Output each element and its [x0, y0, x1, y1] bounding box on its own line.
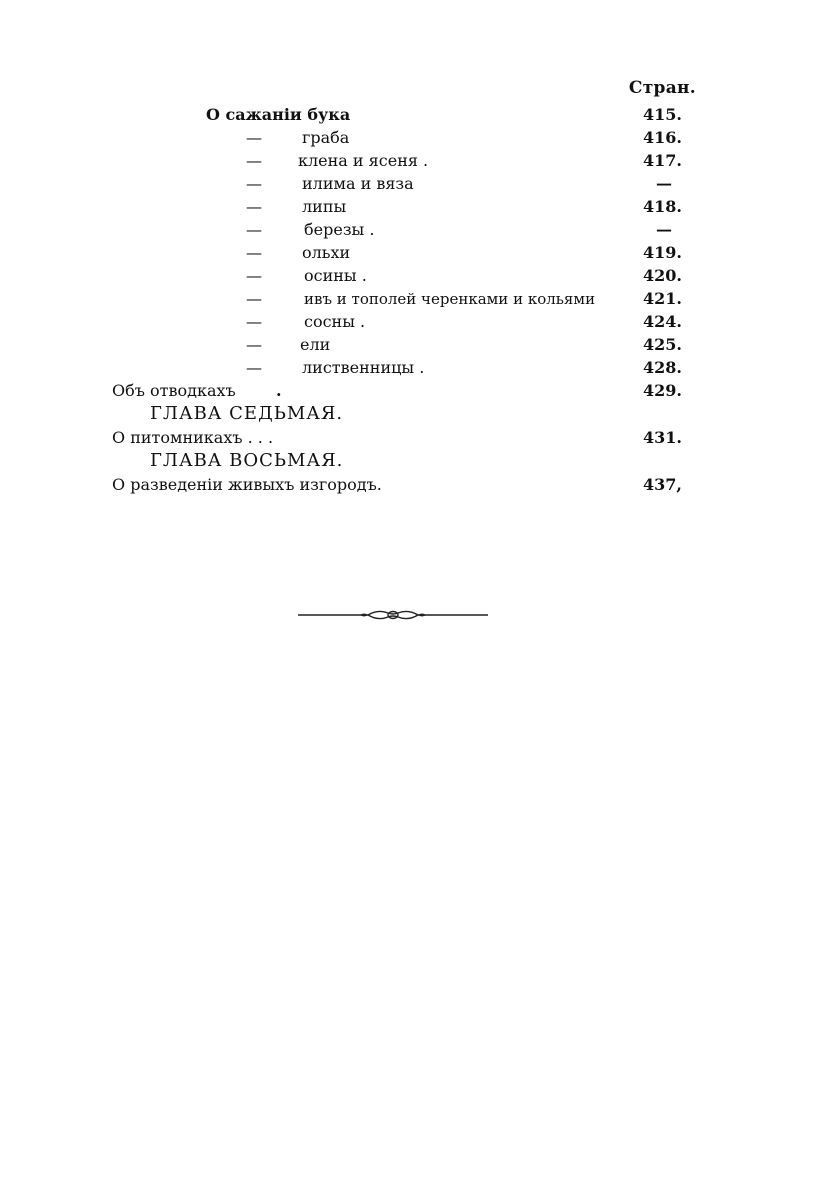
toc-entry	[246, 242, 682, 264]
toc-entry	[112, 380, 682, 402]
toc-entry-title: осины .	[304, 266, 367, 285]
toc-entry-title: граба	[302, 128, 350, 147]
toc-entry-page: 428.	[643, 358, 682, 377]
toc-entry-page: 418.	[643, 197, 682, 216]
toc-entry	[112, 427, 682, 449]
toc-entry-title: О сажанiи бука	[206, 105, 351, 124]
chapter-heading-seventh: ГЛАВА СЕДЬМАЯ.	[150, 403, 344, 424]
toc-entry-title: сосны .	[304, 312, 366, 331]
toc-entry-title: лиственницы .	[302, 358, 425, 377]
toc-entry-title: Объ отводкахъ	[112, 381, 236, 400]
toc-entry	[246, 311, 682, 333]
toc-entry-dash: —	[246, 358, 262, 377]
toc-entry-title: ольхи	[302, 243, 351, 262]
toc-entry	[206, 104, 682, 126]
toc-entry-dash: —	[246, 335, 262, 354]
toc-entry	[112, 474, 682, 496]
toc-entry-title: ивъ и тополей черенками и кольями	[304, 290, 596, 308]
toc-entry	[246, 219, 672, 241]
toc-entry-title: О питомникахъ . . .	[112, 428, 274, 447]
toc-entry-page: 420.	[643, 266, 682, 285]
toc-entry-title: О разведенiи живыхъ изгородъ.	[112, 475, 382, 494]
toc-entry-page: 415.	[643, 105, 682, 124]
toc-entry-page: 417.	[643, 151, 682, 170]
toc-entry-page: —	[656, 174, 672, 193]
toc-entry	[246, 127, 682, 149]
toc-entry-page: 416.	[643, 128, 682, 147]
toc-entry	[246, 288, 682, 310]
toc-entry	[246, 334, 682, 356]
toc-entry-title: липы	[302, 197, 347, 216]
toc-entry-dash: —	[246, 197, 262, 216]
page-column-header: Стран.	[628, 78, 696, 98]
toc-entry-title: клена и ясеня .	[298, 151, 429, 170]
toc-entry-dash: —	[246, 243, 262, 262]
toc-entry-page: 429.	[643, 381, 682, 400]
toc-entry	[246, 150, 682, 172]
toc-entry-page: 425.	[643, 335, 682, 354]
ornamental-divider-icon	[298, 604, 488, 626]
toc-entry-title: илима и вяза	[302, 174, 414, 193]
toc-entry-dash: —	[246, 174, 262, 193]
toc-entry	[246, 173, 672, 195]
chapter-heading-eighth: ГЛАВА ВОСЬМАЯ.	[150, 450, 344, 471]
toc-entry	[246, 265, 682, 287]
toc-entry-dash: —	[246, 128, 262, 147]
toc-entry-dash: —	[246, 266, 262, 285]
toc-entry-title: ели	[300, 335, 331, 354]
toc-entry-dash: —	[246, 220, 262, 239]
toc-entry	[246, 357, 682, 379]
toc-entry-dash: —	[246, 289, 262, 308]
toc-entry-page: 419.	[643, 243, 682, 262]
toc-entry-dash: —	[246, 312, 262, 331]
toc-entry-dot: .	[276, 381, 282, 400]
toc-entry-title: березы .	[304, 220, 375, 239]
toc-entry-page: 421.	[643, 289, 682, 308]
toc-entry	[246, 196, 682, 218]
toc-entry-page: 431.	[643, 428, 682, 447]
toc-entry-page: 437,	[643, 475, 682, 494]
toc-entry-dash: —	[246, 151, 262, 170]
toc-entry-page: —	[656, 220, 672, 239]
toc-entry-page: 424.	[643, 312, 682, 331]
